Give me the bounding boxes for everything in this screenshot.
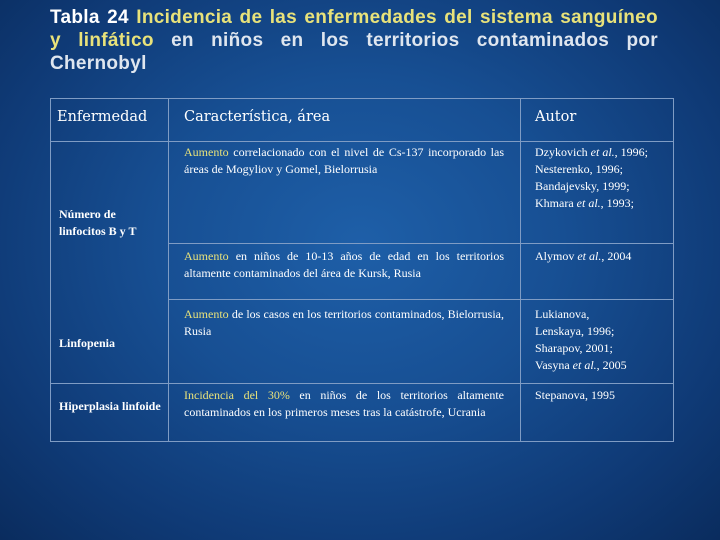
row-2-text: en niños de 10-13 años de edad en los territorios altamente contaminados del área de Kursk, Rusia <box>184 249 505 280</box>
row-4-author-1: Stepanova, 1995 <box>535 388 615 402</box>
row-4-text: en niños de los territorios altamente contaminados en los primeros meses tras la catástrofe, Ucrania <box>184 388 504 419</box>
row-1-author-name-1: Dzykovich <box>535 145 588 159</box>
table-row-2-characteristic <box>184 248 504 282</box>
row-1-text: correlacionado con el nivel de Cs-137 incorporado las áreas de Mogyliov y Gomel, Bielorrusia <box>184 145 504 176</box>
slide-title <box>50 6 658 75</box>
row-divider-2 <box>168 299 673 300</box>
column-divider-1 <box>168 99 169 441</box>
title-part-1: Incidencia de las <box>136 7 298 28</box>
row-3-author-etal-4: et al. <box>572 358 597 372</box>
table-row-3-characteristic <box>184 306 504 340</box>
row-3-author-3: Sharapov, 2001; <box>535 341 613 355</box>
row-4-highlight: Incidencia del 30% <box>184 388 290 402</box>
title-part-2: enfermedades del sistema <box>304 7 553 28</box>
row-1-author-2: Nesterenko, 1996; <box>535 162 623 176</box>
table-row-1-author <box>535 144 665 212</box>
table-row-4-characteristic <box>184 387 504 421</box>
row-1-highlight: Aumento <box>184 145 229 159</box>
header-autor: Autor <box>535 109 577 125</box>
disease-linfopenia: Linfopenia <box>59 336 116 350</box>
row-1-author-3: Bandajevsky, 1999; <box>535 179 630 193</box>
table-row-1-characteristic <box>184 144 504 178</box>
row-1-author-year-4: , 1993; <box>600 196 634 210</box>
row-2-author-etal: et al. <box>577 249 602 263</box>
title-lead: Tabla 24 <box>50 7 129 28</box>
row-3-highlight: Aumento <box>184 307 229 321</box>
row-1-author-etal-1: et al. <box>590 145 615 159</box>
disease-hiperplasia: Hiperplasia linfoide <box>59 399 161 413</box>
title-part-4: en niños en los territorios contaminados por Chernobyl <box>50 30 658 74</box>
row-1-author-name-4: Khmara <box>535 196 574 210</box>
row-1-author-year-1: , 1996; <box>614 145 648 159</box>
row-divider-1 <box>168 243 673 244</box>
row-3-author-1: Lukianova, <box>535 307 590 321</box>
data-table <box>50 98 674 442</box>
row-2-author-name: Alymov <box>535 249 575 263</box>
row-2-highlight: Aumento <box>184 249 229 263</box>
table-row-4-author <box>535 387 665 404</box>
row-3-author-2: Lenskaya, 1996; <box>535 324 615 338</box>
row-1-author-etal-4: et al. <box>576 196 601 210</box>
table-row-3-author <box>535 306 665 374</box>
column-divider-2 <box>520 99 521 441</box>
row-3-author-name-4: Vasyna <box>535 358 570 372</box>
row-3-text: de los casos en los territorios contaminados, Bielorrusia, Rusia <box>184 307 504 338</box>
disease-linfocitos: Número de linfocitos B y T <box>59 207 137 238</box>
header-caracteristica: Característica, área <box>184 109 331 125</box>
row-2-author-year: , 2004 <box>601 249 632 263</box>
title-part-3: sanguíneo y linfático <box>50 7 658 51</box>
row-3-author-year-4: , 2005 <box>596 358 627 372</box>
table-row-2-author <box>535 248 665 265</box>
header-enfermedad: Enfermedad <box>57 109 148 125</box>
row-divider-3 <box>51 383 673 384</box>
